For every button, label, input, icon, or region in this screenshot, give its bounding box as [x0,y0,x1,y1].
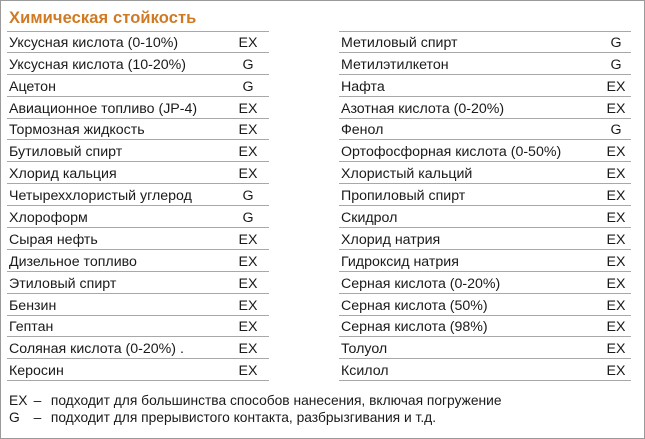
table-row [7,140,269,162]
chemical-name: Ацетон [9,78,56,95]
legend-dash: – [33,410,42,425]
chemical-name: Бензин [9,297,57,314]
resistance-rating: G [242,78,254,95]
table-row [339,250,631,272]
table-row [339,140,631,162]
left-column-table [7,31,269,381]
legend-row-g [9,410,436,425]
table-row [7,294,269,316]
resistance-rating: EX [606,78,626,95]
table-row [339,119,631,141]
chemical-name: Керосин [9,363,64,380]
table-row [7,316,269,338]
resistance-rating: EX [238,297,258,314]
resistance-rating: EX [238,253,258,270]
resistance-rating: G [242,210,254,227]
chemical-name: Ортофосфорная кислота (0-50%) [341,144,562,161]
resistance-rating: G [610,122,622,139]
chemical-name: Гидроксид натрия [341,253,459,270]
resistance-rating: EX [238,34,258,51]
resistance-rating: EX [606,100,626,117]
table-row [339,53,631,75]
chemical-name: Хлороформ [9,210,88,227]
table-row [339,359,631,381]
table-row [339,162,631,184]
chemical-name: Авиационное топливо (JP-4) [9,100,198,117]
resistance-rating: EX [606,319,626,336]
resistance-rating: EX [606,210,626,227]
table-row [7,184,269,206]
resistance-rating: EX [238,319,258,336]
resistance-rating: EX [238,275,258,292]
resistance-rating: EX [606,275,626,292]
table-row [7,31,269,53]
legend-row-ex [9,393,502,408]
table-row [7,337,269,359]
table-row [7,119,269,141]
chemical-name: Ксилол [341,363,389,380]
table-row [7,53,269,75]
chemical-name: Гептан [9,319,54,336]
chemical-name: Серная кислота (98%) [341,319,488,336]
resistance-rating: EX [606,231,626,248]
chemical-name: Соляная кислота (0-20%) . [9,341,184,358]
resistance-rating: EX [238,231,258,248]
table-row [339,228,631,250]
chemical-name: Фенол [341,122,384,139]
right-column-table [339,31,631,381]
resistance-rating: G [610,56,622,73]
chemical-name: Хлористый кальций [341,166,473,183]
resistance-rating: EX [606,341,626,358]
legend-code: EX [9,393,28,408]
resistance-rating: EX [606,297,626,314]
table-row [7,250,269,272]
chemical-name: Метиловый спирт [341,34,458,51]
chemical-name: Тормозная жидкость [9,122,145,139]
panel-title: Химическая стойкость [9,9,197,27]
resistance-rating: EX [238,122,258,139]
table-row [339,206,631,228]
table-row [7,97,269,119]
legend-dash: – [33,393,42,408]
resistance-rating: EX [606,363,626,380]
legend-text: подходит для прерывистого контакта, разбрызгивания и т.д. [50,410,437,425]
chemical-name: Нафта [341,78,385,95]
resistance-rating: EX [606,144,626,161]
table-row [339,294,631,316]
chemical-name: Пропиловый спирт [341,188,466,205]
resistance-rating: EX [238,341,258,358]
resistance-rating: EX [606,253,626,270]
resistance-rating: EX [238,100,258,117]
resistance-rating: G [242,56,254,73]
legend-code: G [9,410,20,425]
resistance-rating: G [610,34,622,51]
chemical-name: Метилэтилкетон [341,56,449,73]
chemical-name: Скидрол [341,210,398,227]
resistance-rating: G [242,188,254,205]
chemical-name: Уксусная кислота (10-20%) [9,56,186,73]
chemical-name: Сырая нефть [9,231,98,248]
table-row [339,184,631,206]
chemical-name: Серная кислота (50%) [341,297,488,314]
chemical-name: Серная кислота (0-20%) [341,275,501,292]
legend-text: подходит для большинства способов нанесения, включая погружение [50,393,502,408]
table-row [339,75,631,97]
table-row [7,359,269,381]
chemical-name: Дизельное топливо [9,253,137,270]
chemical-name: Толуол [341,341,388,358]
resistance-rating: EX [238,144,258,161]
resistance-rating: EX [238,363,258,380]
chemical-name: Этиловый спирт [9,275,117,292]
table-row [7,75,269,97]
table-row [7,228,269,250]
table-row [7,272,269,294]
chemical-name: Уксусная кислота (0-10%) [9,34,179,51]
table-row [7,162,269,184]
table-row [339,337,631,359]
table-row [339,97,631,119]
chemical-name: Хлорид натрия [341,231,441,248]
table-row [339,272,631,294]
chemical-name: Бутиловый спирт [9,144,123,161]
table-row [339,31,631,53]
resistance-rating: EX [238,166,258,183]
resistance-rating: EX [606,166,626,183]
table-row [339,316,631,338]
resistance-rating: EX [606,188,626,205]
table-row [7,206,269,228]
chemical-name: Азотная кислота (0-20%) [341,100,505,117]
chemical-name: Хлорид кальция [9,166,117,183]
chemical-name: Четыреххлористый углерод [9,188,192,205]
